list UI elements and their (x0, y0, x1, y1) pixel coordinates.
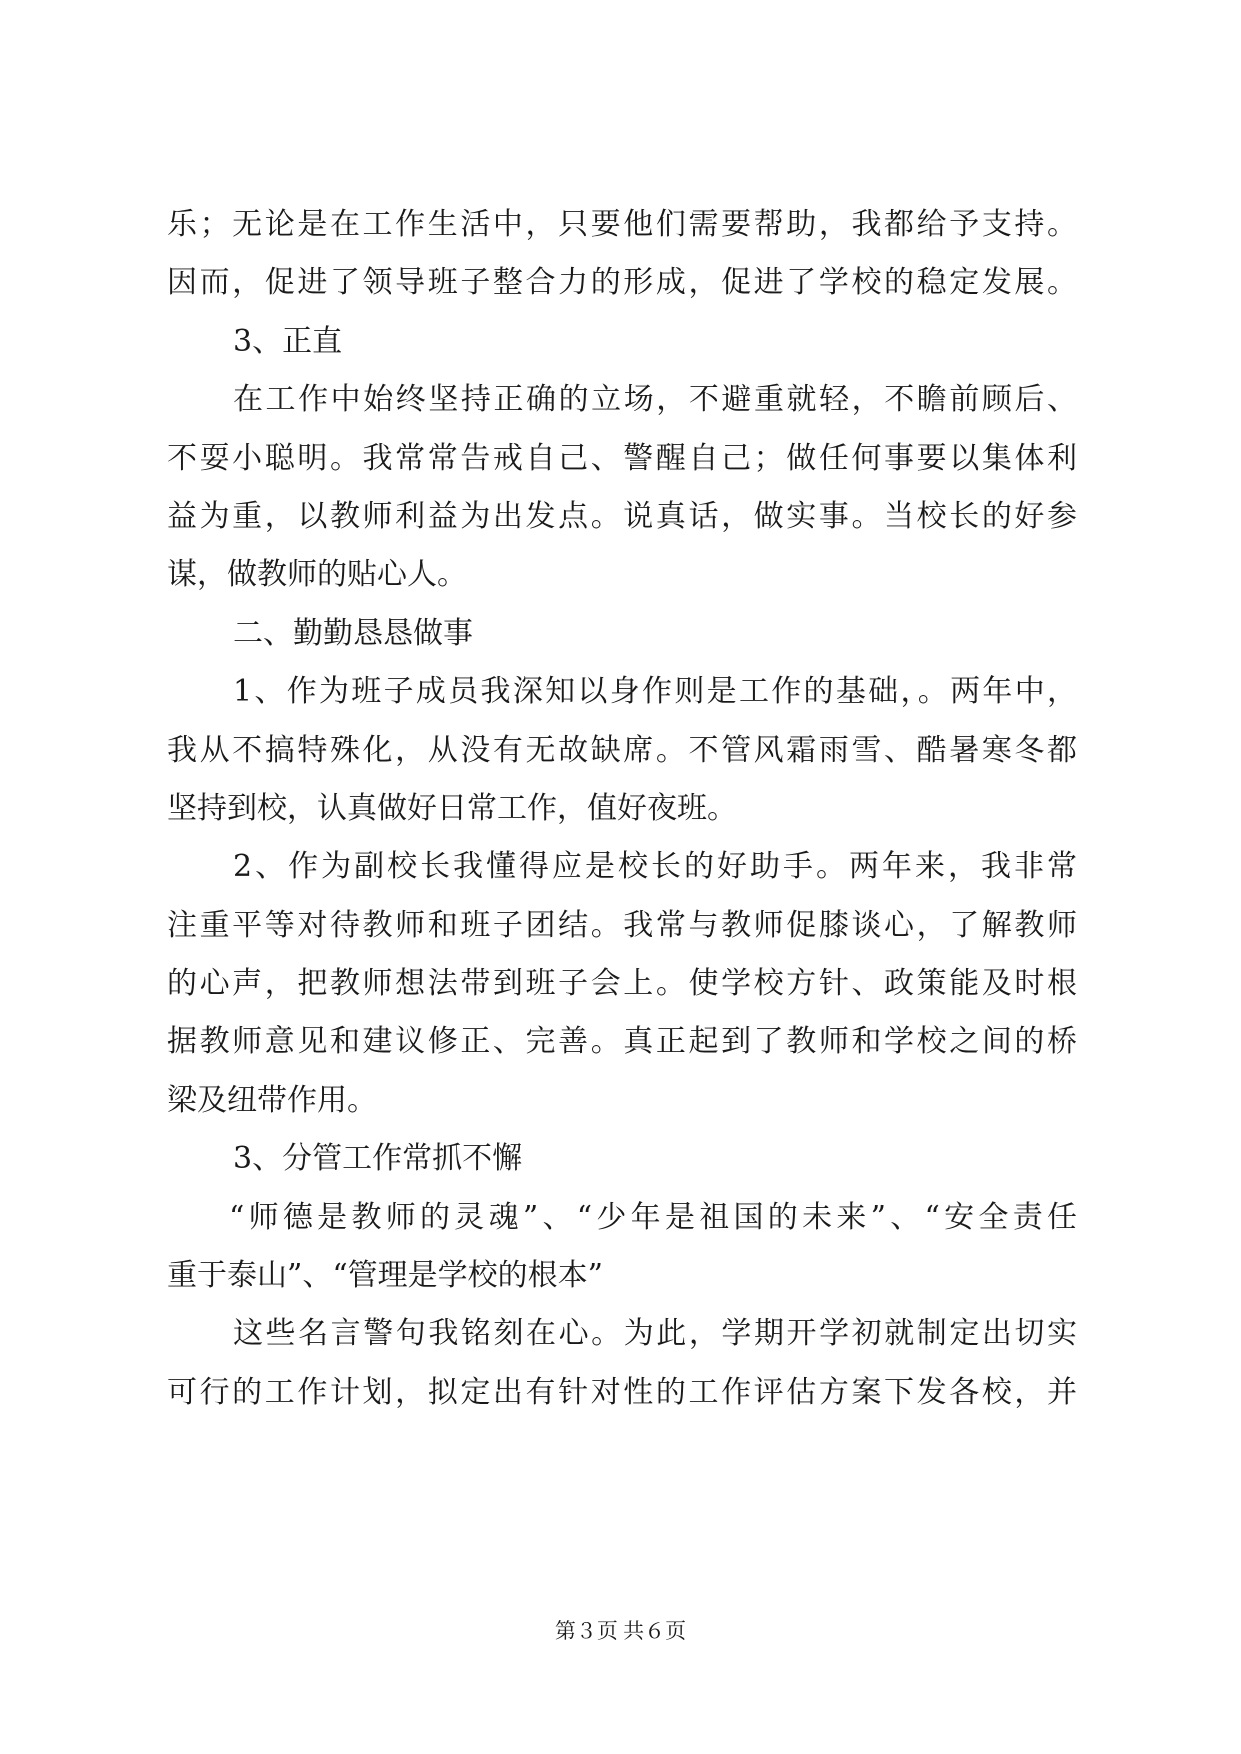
text-line: 因而，促进了领导班子整合力的形成，促进了学校的稳定发展。 (167, 265, 1077, 301)
text-line: 可行的工作计划，拟定出有针对性的工作评估方案下发各校，并 (167, 1374, 1077, 1410)
text-line: 梁及纽带作用。 (167, 1082, 377, 1118)
section-heading: 二、勤勤恳恳做事 (233, 615, 473, 651)
text-line: 1、作为班子成员我深知以身作则是工作的基础，。两年中， (233, 674, 1077, 710)
section-heading: 3、正直 (233, 323, 343, 359)
text-line: 益为重，以教师利益为出发点。说真话，做实事。当校长的好参 (167, 498, 1077, 534)
text-line: 坚持到校，认真做好日常工作，值好夜班。 (167, 790, 737, 826)
text-line: 乐；无论是在工作生活中，只要他们需要帮助，我都给予支持。 (167, 207, 1077, 242)
page-number-label: 第３页 共６页 (554, 1619, 687, 1643)
text-line: 的心声，把教师想法带到班子会上。使学校方针、政策能及时根 (167, 966, 1077, 1002)
page-footer (0, 1618, 1241, 1644)
text-line: 不耍小聪明。我常常告戒自己、警醒自己；做任何事要以集体利 (167, 440, 1077, 476)
text-line: 注重平等对待教师和班子团结。我常与教师促膝谈心，了解教师 (167, 907, 1077, 943)
text-line: 重于泰山”、“管理是学校的根本” (167, 1258, 604, 1294)
text-line: 谋，做教师的贴心人。 (167, 557, 467, 593)
text-line: 2、作为副校长我懂得应是校长的好助手。两年来，我非常 (233, 849, 1077, 885)
text-line: 在工作中始终坚持正确的立场，不避重就轻，不瞻前顾后、 (233, 382, 1077, 418)
section-heading: 3、分管工作常抓不懈 (233, 1141, 523, 1177)
text-line: “师德是教师的灵魂”、“少年是祖国的未来”、“安全责任 (229, 1199, 1077, 1235)
text-line: 据教师意见和建议修正、完善。真正起到了教师和学校之间的桥 (167, 1024, 1077, 1060)
text-line: 这些名言警句我铭刻在心。为此，学期开学初就制定出切实 (233, 1316, 1077, 1352)
document-body (167, 196, 1077, 1422)
text-line: 我从不搞特殊化，从没有无故缺席。不管风霜雨雪、酷暑寒冬都 (167, 732, 1077, 768)
